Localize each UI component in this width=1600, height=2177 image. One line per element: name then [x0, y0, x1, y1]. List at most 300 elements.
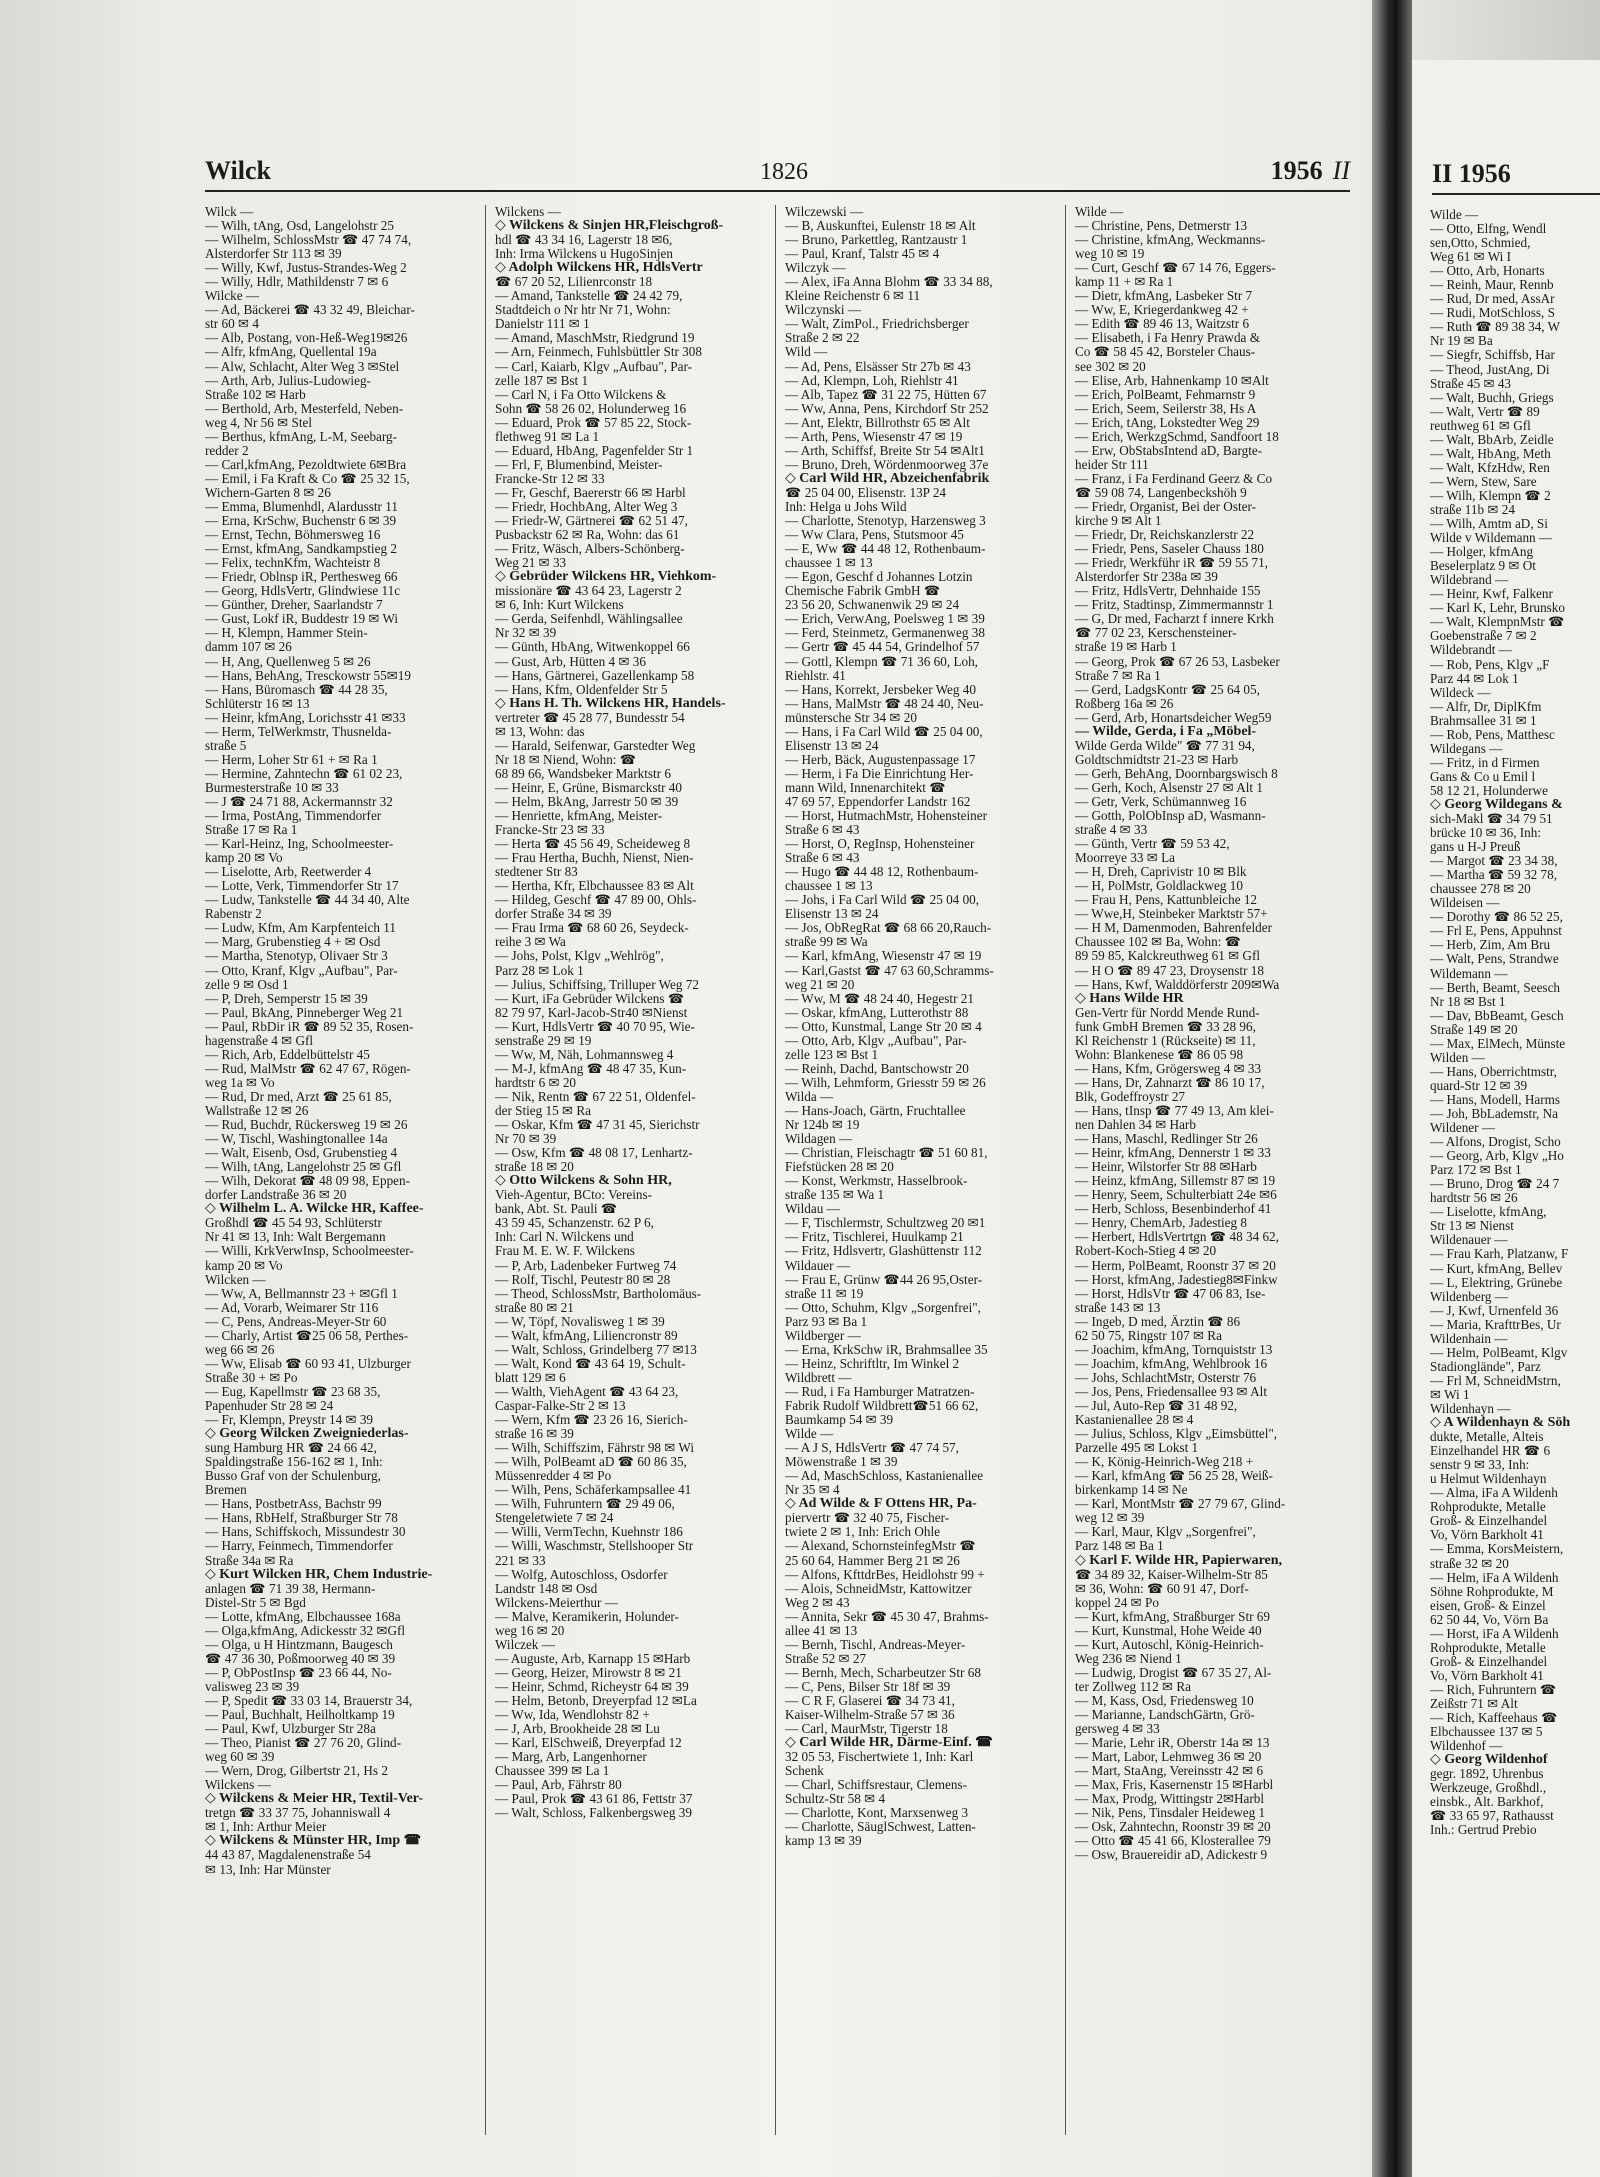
directory-entry: — Alfr, Dr, DiplKfm	[1430, 699, 1542, 714]
directory-entry: ☎ 47 36 30, Poßmoorweg 40 ✉ 39	[205, 1651, 396, 1666]
directory-entry: Straße 45 ✉ 43	[1430, 376, 1512, 391]
directory-entry: — Arth, Pens, Wiesenstr 47 ✉ 19	[785, 429, 963, 444]
directory-entry: Wildemann —	[1430, 966, 1508, 981]
directory-entry: — Dav, BbBeamt, Gesch	[1430, 1008, 1564, 1023]
directory-entry: — Willy, Kwf, Justus-Strandes-Weg 2	[205, 261, 407, 276]
directory-entry: — Günth, HbAng, Witwenkoppel 66	[495, 640, 690, 655]
directory-entry: — Osw, Brauereidir aD, Adickestr 9	[1075, 1848, 1268, 1863]
directory-entry: Wallstraße 12 ✉ 26	[205, 1104, 309, 1118]
directory-entry: Groß- & Einzelhandel	[1430, 1514, 1548, 1529]
directory-entry: Groß- & Einzelhandel	[1430, 1654, 1548, 1669]
directory-entry: Schlüterstr 16 ✉ 13	[205, 696, 310, 711]
directory-entry: — Joh, BbLademstr, Na	[1430, 1107, 1559, 1121]
directory-entry: ✉ 13, Wohn: das	[495, 724, 585, 739]
directory-entry: ◇ Carl Wild HR, Abzeichenfabrik	[785, 471, 990, 486]
directory-entry: Wildauer —	[785, 1258, 851, 1273]
directory-entry: — Ww Clara, Pens, Stutsmoor 45	[785, 528, 964, 543]
directory-entry: 82 79 97, Karl-Jacob-Str40 ✉Nienst	[495, 1005, 688, 1020]
directory-entry: gans u H-J Preuß	[1430, 840, 1521, 855]
directory-entry: Einzelhandel HR ☎ 6	[1430, 1444, 1551, 1459]
directory-entry: — Helm, PolBeamt, Klgv	[1430, 1345, 1568, 1360]
directory-entry: straße 143 ✉ 13	[1075, 1300, 1161, 1315]
directory-entry: 58 12 21, Holunderwe	[1430, 783, 1548, 798]
directory-entry: Frau M. E. W. F. Wilckens	[495, 1244, 635, 1259]
directory-entry: Baumkamp 54 ✉ 39	[785, 1413, 894, 1428]
directory-entry: — Alma, iFa A Wildenh	[1430, 1486, 1558, 1501]
directory-entry: — H, PolMstr, Goldlackweg 10	[1075, 879, 1243, 894]
directory-entry: Chaussee 102 ✉ Ba, Wohn: ☎	[1075, 935, 1242, 950]
directory-entry: Weg 2 ✉ 43	[785, 1595, 850, 1610]
directory-entry: — Charlotte, Stenotyp, Harzensweg 3	[785, 514, 986, 529]
directory-entry: — Herm, Loher Str 61 + ✉ Ra 1	[205, 752, 378, 767]
directory-entry: — Henriette, kfmAng, Meister-	[495, 809, 663, 824]
directory-entry: Straße 34a ✉ Ra	[205, 1553, 294, 1568]
directory-entry: Gen-Vertr für Nordd Mende Rund-	[1075, 1005, 1260, 1020]
directory-entry: — Frau Karh, Platzanw, F	[1430, 1247, 1569, 1262]
directory-entry: — Otto, Arb, Honarts	[1430, 264, 1545, 279]
directory-entry: — Walt, Pens, Strandwe	[1430, 952, 1559, 967]
directory-entry: — Rob, Pens, Klgv „F	[1430, 657, 1550, 672]
directory-entry: — Charlotte, Kont, Marxsenweg 3	[785, 1806, 969, 1821]
directory-entry: gegr. 1892, Uhrenbus	[1430, 1767, 1544, 1782]
directory-entry: Wichern-Garten 8 ✉ 26	[205, 485, 331, 500]
directory-entry: — Liselotte, Arb, Reetwerder 4	[205, 865, 372, 880]
directory-entry: — Amand, Tankstelle ☎ 24 42 79,	[495, 289, 683, 304]
directory-entry: ◇ Kurt Wilcken HR, Chem Industrie-	[205, 1567, 433, 1582]
directory-entry: — P, Spedit ☎ 33 03 14, Brauerstr 34,	[205, 1693, 413, 1708]
directory-entry: — Carl, Kaiarb, Klgv „Aufbau", Par-	[495, 359, 693, 374]
directory-entry: Wilck —	[205, 205, 254, 219]
directory-entry: ☎ 67 20 52, Lilienrconstr 18	[495, 275, 653, 290]
directory-entry: — Erna, KrSchw, Buchenstr 6 ✉ 39	[205, 514, 397, 529]
directory-entry: — Walt, BbArb, Zeidle	[1430, 432, 1554, 447]
directory-entry: sung Hamburg HR ☎ 24 66 42,	[205, 1441, 377, 1456]
directory-entry: straße 80 ✉ 21	[495, 1300, 574, 1315]
directory-entry: — Wolfg, Autoschloss, Osdorfer	[495, 1567, 668, 1582]
directory-entry: — Wilh, tAng, Langelohstr 25 ✉ Gfl	[205, 1160, 402, 1175]
directory-entry: piervertr ☎ 32 40 75, Fischer-	[785, 1511, 950, 1526]
directory-entry: — Friedr, Werkführ iR ☎ 59 55 71,	[1075, 556, 1268, 571]
directory-entry: — Theo, Pianist ☎ 27 76 20, Glind-	[205, 1736, 402, 1751]
directory-entry: — Karl, ElSchweiß, Dreyerpfad 12	[495, 1736, 682, 1751]
directory-entry: — Otto, Elfng, Wendl	[1430, 222, 1547, 237]
directory-entry: Wildagen —	[785, 1132, 853, 1147]
directory-entry: dorfer Straße 34 ✉ 39	[495, 907, 612, 922]
directory-entry: Wilden —	[1430, 1050, 1485, 1065]
directory-entry: ◇ Adolph Wilckens HR, HdlsVertr	[495, 261, 703, 276]
directory-entry: — Paul, Prok ☎ 43 61 86, Fettstr 37	[495, 1792, 693, 1807]
directory-entry: — Erich, PolBeamt, Fehmarnstr 9	[1075, 387, 1256, 402]
directory-entry: — Bruno, Parkettleg, Rantzaustr 1	[785, 233, 968, 248]
directory-entry: — Irma, PostAng, Timmendorfer	[205, 809, 382, 824]
directory-entry: kamp 11 + ✉ Ra 1	[1075, 275, 1174, 290]
directory-entry: 221 ✉ 33	[495, 1553, 546, 1568]
directory-entry: — Wern, Stew, Sare	[1430, 474, 1537, 489]
directory-entry: Straße 7 ✉ Ra 1	[1075, 668, 1161, 683]
directory-entry: — Ww, Anna, Pens, Kirchdorf Str 252	[785, 401, 989, 416]
directory-entry: — Martha ☎ 59 32 78,	[1430, 868, 1558, 883]
directory-entry: Wildbrett —	[785, 1370, 852, 1385]
directory-entry: — Hans, Korrekt, Jersbeker Weg 40	[785, 682, 976, 697]
directory-entry: — Rich, Fuhruntern ☎	[1430, 1682, 1557, 1697]
directory-entry: — Hans, Oberrichtmstr,	[1430, 1064, 1557, 1079]
directory-entry: ☎ 77 02 23, Kerschensteiner-	[1075, 626, 1237, 641]
directory-entry: — C, Pens, Andreas-Meyer-Str 60	[205, 1314, 387, 1329]
directory-entry: — Olga, u H Hintzmann, Baugesch	[205, 1637, 393, 1652]
directory-entry: — Paul, Arb, Fährstr 80	[495, 1778, 622, 1793]
directory-entry: — Ernst, Techn, Böhmersweg 16	[205, 528, 381, 543]
directory-entry: — Gerda, Seifenhdl, Wählingsallee	[495, 612, 683, 627]
directory-entry: — Gerd, LadgsKontr ☎ 25 64 05,	[1075, 682, 1260, 697]
directory-entry: straße 135 ✉ Wa 1	[785, 1188, 885, 1203]
directory-entry: — Ingeb, D med, Ärztin ☎ 86	[1075, 1314, 1241, 1329]
directory-entry: — Malve, Keramikerin, Holunder-	[495, 1609, 679, 1624]
directory-entry: — Rud, MalMstr ☎ 62 47 67, Rögen-	[205, 1061, 411, 1076]
directory-entry: straße 11b ✉ 24	[1430, 502, 1515, 517]
directory-entry: — Kurt, Autoschl, König-Heinrich-	[1075, 1637, 1264, 1652]
directory-entry: — M, Kass, Osd, Friedensweg 10	[1075, 1693, 1254, 1708]
directory-entry: — Hans, Büromasch ☎ 44 28 35,	[205, 682, 388, 697]
directory-entry: 43 59 45, Schanzenstr. 62 P 6,	[495, 1216, 654, 1231]
directory-entry: — Christine, kfmAng, Weckmanns-	[1075, 233, 1266, 248]
directory-entry: zelle 9 ✉ Osd 1	[205, 977, 289, 992]
directory-entry: — Arth, Schiffsf, Breite Str 54 ✉Alt1	[785, 443, 985, 458]
directory-entry: dukte, Metalle, Alteis	[1430, 1430, 1544, 1445]
directory-entry: — Frl E, Pens, Appuhnst	[1430, 924, 1562, 939]
directory-entry: — Alexand, SchornsteinfegMstr ☎	[785, 1539, 976, 1554]
directory-entry: nen Dahlen 34 ✉ Harb	[1075, 1118, 1196, 1133]
directory-entry: — Alb, Postang, von-Heß-Weg19✉26	[205, 331, 408, 346]
directory-entry: — Emil, i Fa Kraft & Co ☎ 25 32 15,	[205, 471, 410, 486]
directory-entry: — Paul, Kranf, Talstr 45 ✉ 4	[785, 247, 940, 262]
directory-entry: bank, Abt. St. Pauli ☎	[495, 1202, 618, 1217]
directory-entry: Wildeisen —	[1430, 896, 1500, 911]
directory-entry: — Frl M, SchneidMstrn,	[1430, 1373, 1561, 1388]
directory-entry: Wildener —	[1430, 1121, 1496, 1136]
directory-entry: — Karl K, Lehr, Brunsko	[1430, 601, 1565, 616]
header-volume: II	[1332, 156, 1350, 185]
directory-entry: ◇ Otto Wilckens & Sohn HR,	[495, 1174, 672, 1189]
directory-entry: ◇ Gebrüder Wilckens HR, Viehkom-	[495, 570, 717, 585]
directory-entry: birkenkamp 14 ✉ Ne	[1075, 1483, 1188, 1498]
directory-entry: — Herb, Zim, Am Bru	[1430, 938, 1551, 953]
directory-entry: Wilcken —	[205, 1272, 266, 1287]
directory-entry: — Friedr, Pens, Saseler Chauss 180	[1075, 542, 1264, 557]
directory-entry: — Karl,Gastst ☎ 47 63 60,Schramms-	[785, 963, 994, 978]
directory-entry: — Berth, Beamt, Seesch	[1430, 980, 1561, 995]
directory-entry: weg 10 ✉ 19	[1075, 247, 1145, 262]
directory-entry: 89 59 85, Kalckreuthweg 61 ✉ Gfl	[1075, 949, 1261, 964]
directory-entry: — Margot ☎ 23 34 38,	[1430, 854, 1558, 869]
directory-entry: — Holger, kfmAng	[1430, 545, 1534, 560]
directory-entry: — Ad, Vorarb, Weimarer Str 116	[205, 1300, 379, 1315]
directory-entry: — Kurt, kfmAng, Straßburger Str 69	[1075, 1609, 1270, 1624]
directory-entry: — Alex, iFa Anna Blohm ☎ 33 34 88,	[785, 275, 993, 290]
directory-entry: — Walt, Schloss, Falkenbergsweg 39	[495, 1806, 692, 1821]
directory-entry: Stadionglände", Parz	[1430, 1359, 1541, 1374]
directory-entry: — Wilh, tAng, Osd, Langelohstr 25	[205, 219, 394, 234]
directory-entry: — Karl, Maur, Klgv „Sorgenfrei",	[1075, 1525, 1256, 1540]
directory-entry: — Ww, Ida, Wendlohstr 82 +	[495, 1708, 650, 1723]
directory-entry: — Wilh, Pens, Schäferkampsallee 41	[495, 1483, 692, 1498]
directory-entry: — Wwe,H, Steinbeker Marktstr 57+	[1075, 907, 1268, 922]
directory-entry: — Georg, Arb, Klgv „Ho	[1430, 1149, 1564, 1164]
directory-entry: — Hans, Gärtnerei, Gazellenkamp 58	[495, 668, 695, 683]
directory-entry: ◇ Georg Wilcken Zweigniederlas-	[205, 1427, 409, 1442]
directory-entry: — Kurt, HdlsVertr ☎ 40 70 95, Wie-	[495, 1019, 695, 1034]
directory-entry: — Max, ElMech, Münste	[1430, 1036, 1566, 1051]
directory-entry: — Herb, Schloss, Besenbinderhof 41	[1075, 1202, 1272, 1217]
directory-entry: — Nik, Rentn ☎ 67 22 51, Oldenfel-	[495, 1089, 696, 1104]
directory-entry: — Wern, Drog, Gilbertstr 21, Hs 2	[205, 1764, 388, 1779]
directory-entry: — Eduard, HbAng, Pagenfelder Str 1	[495, 443, 694, 458]
directory-entry: — Frau H, Pens, Kattunbleiche 12	[1075, 893, 1258, 908]
directory-entry: — Henry, ChemArb, Jadestieg 8	[1075, 1216, 1248, 1231]
directory-entry: ter Zollweg 112 ✉ Ra	[1075, 1679, 1192, 1694]
directory-entry: — Fritz, Wäsch, Albers-Schönberg-	[495, 542, 685, 557]
directory-entry: — Heinz, kfmAng, Sillemstr 87 ✉ 19	[1075, 1174, 1276, 1189]
directory-entry: — Dietr, kfmAng, Lasbeker Str 7	[1075, 289, 1253, 304]
directory-entry: Inh.: Gertrud Prebio	[1430, 1823, 1537, 1838]
directory-entry: Goebenstraße 7 ✉ 2	[1430, 629, 1537, 644]
directory-entry: — Liselotte, kfmAng,	[1430, 1205, 1547, 1220]
directory-entry: — Annita, Sekr ☎ 45 30 47, Brahms-	[785, 1609, 989, 1624]
directory-entry: Alsterdorfer Str 113 ✉ 39	[205, 247, 342, 262]
directory-entry: Beselerplatz 9 ✉ Ot	[1430, 559, 1536, 574]
directory-entry: — Hans, Kwf, Walddörferstr 209✉Wa	[1075, 977, 1280, 992]
directory-entry: Elbchaussee 137 ✉ 5	[1430, 1725, 1543, 1740]
directory-entry: Straße 2 ✉ 22	[785, 331, 860, 346]
directory-entry: — Herbert, HdlsVertrtgn ☎ 48 34 62,	[1075, 1230, 1279, 1245]
directory-entry: — Gust, Arb, Hütten 4 ✉ 36	[495, 654, 646, 669]
directory-entry: chaussee 1 ✉ 13	[785, 879, 873, 894]
directory-entry: — Walt, kfmAng, Liliencronstr 89	[495, 1328, 678, 1343]
directory-entry: chaussee 278 ✉ 20	[1430, 882, 1531, 897]
directory-entry: Straße 6 ✉ 43	[785, 823, 860, 838]
directory-entry: weg 16 ✉ 20	[495, 1623, 565, 1638]
directory-entry: — C R F, Glaserei ☎ 34 73 41,	[785, 1693, 955, 1708]
directory-entry: — Harald, Seifenwar, Garstedter Weg	[495, 738, 696, 753]
directory-entry: Wilde —	[785, 1427, 834, 1442]
directory-entry: 62 50 44, Vo, Vörn Ba	[1430, 1612, 1549, 1627]
directory-entry: kamp 20 ✉ Vo	[205, 1258, 283, 1273]
directory-entry: — Friedr, Oblnsp iR, Perthesweg 66	[205, 570, 398, 585]
directory-entry: Nr 124b ✉ 19	[785, 1118, 860, 1133]
directory-entry: — Emma, Blumenhdl, Alardusstr 11	[205, 499, 398, 514]
directory-entry: — Marie, Lehr iR, Oberstr 14a ✉ 13	[1075, 1736, 1270, 1751]
directory-entry: — W, Töpf, Novalisweg 1 ✉ 39	[495, 1314, 665, 1329]
directory-entry: ☎ 33 65 97, Rathausst	[1430, 1809, 1554, 1824]
directory-entry: Stengeletwiete 7 ✉ 24	[495, 1511, 614, 1526]
directory-entry: Kastanienallee 28 ✉ 4	[1075, 1413, 1194, 1428]
directory-entry: weg 66 ✉ 26	[205, 1342, 275, 1357]
directory-entry: — H, Dreh, Caprivistr 10 ✉ Blk	[1075, 865, 1247, 880]
directory-entry: — Marianne, LandschGärtn, Grö-	[1075, 1708, 1255, 1723]
directory-entry: Wilckens —	[495, 205, 561, 219]
directory-entry: kirche 9 ✉ Alt 1	[1075, 514, 1162, 529]
directory-entry: — Herm, TelWerkmstr, Thusnelda-	[205, 724, 392, 739]
directory-entry: Fabrik Rudolf Wildbrett☎51 66 62,	[785, 1398, 979, 1413]
directory-entry: Co ☎ 58 45 42, Borsteler Chaus-	[1075, 345, 1256, 360]
directory-entry: chaussee 1 ✉ 13	[785, 556, 873, 571]
directory-entry: — Ant, Elektr, Billrothstr 65 ✉ Alt	[785, 415, 970, 430]
directory-entry: redder 2	[205, 443, 249, 458]
directory-entry: — Horst, iFa A Wildenh	[1430, 1626, 1559, 1641]
directory-entry: Parz 28 ✉ Lok 1	[495, 963, 584, 978]
directory-entry: ◇ Hans H. Th. Wilckens HR, Handels-	[495, 696, 726, 711]
directory-entry: — Rolf, Tischl, Peutestr 80 ✉ 28	[495, 1272, 671, 1287]
directory-entry: Wohn: Blankenese ☎ 86 05 98	[1075, 1047, 1244, 1062]
directory-entry: hardtstr 56 ✉ 26	[1430, 1191, 1518, 1206]
directory-entry: — Alfons, KfttdrBes, Heidlohstr 99 +	[785, 1567, 985, 1582]
directory-entry: Wildeck —	[1430, 685, 1491, 700]
directory-entry: ◇ Karl F. Wilde HR, Papierwaren,	[1075, 1553, 1283, 1568]
directory-entry: Parz 172 ✉ Bst 1	[1430, 1163, 1522, 1178]
directory-entry: Zeißstr 71 ✉ Alt	[1430, 1696, 1518, 1711]
directory-entry: zelle 187 ✉ Bst 1	[495, 373, 589, 388]
directory-entry: flethweg 91 ✉ La 1	[495, 429, 600, 444]
directory-entry: — Carl,kfmAng, Pezoldtwiete 6✉Bra	[205, 457, 407, 472]
directory-entry: ✉ Wi 1	[1430, 1387, 1470, 1402]
directory-entry: — Wilh, Lehmform, Griesstr 59 ✉ 26	[785, 1075, 986, 1090]
directory-entry: — Frl, F, Blumenbind, Meister-	[495, 457, 663, 472]
directory-entry: Inh: Helga u Johs Wild	[785, 499, 907, 514]
page-header	[205, 150, 1350, 192]
directory-entry: Wilde Gerda Wilde" ☎ 77 31 94,	[1075, 738, 1255, 753]
directory-entry: — Walt, Kond ☎ 43 64 19, Schult-	[495, 1356, 686, 1371]
header-right	[1271, 156, 1350, 186]
directory-entry: — Fr, Geschf, Baererstr 66 ✉ Harbl	[495, 485, 686, 500]
directory-entry: — Lotte, Verk, Timmendorfer Str 17	[205, 879, 399, 894]
directory-entry: — Hans, Maschl, Redlinger Str 26	[1075, 1132, 1258, 1147]
directory-entry: — Karl, MontMstr ☎ 27 79 67, Glind-	[1075, 1497, 1286, 1512]
directory-entry: Burmesterstraße 10 ✉ 33	[205, 780, 339, 795]
column-2	[495, 205, 767, 2150]
directory-entry: 68 89 66, Wandsbeker Marktstr 6	[495, 766, 671, 781]
directory-entry: — Paul, Buchhalt, Heilholtkamp 19	[205, 1708, 395, 1723]
directory-entry: — Otto ☎ 45 41 66, Klosterallee 79	[1075, 1834, 1271, 1849]
directory-entry: — Hertha, Kfr, Elbchaussee 83 ✉ Alt	[495, 879, 694, 894]
directory-entry: — Ernst, kfmAng, Sandkampstieg 2	[205, 542, 397, 557]
directory-entry: — Bruno, Drog ☎ 24 7	[1430, 1177, 1560, 1192]
directory-entry: — Friedr, Organist, Bei der Oster-	[1075, 499, 1256, 514]
directory-entry: Kl Reichenstr 1 (Rückseite) ✉ 11,	[1075, 1033, 1256, 1048]
directory-entry: einsbk., Alt. Barkhof,	[1430, 1795, 1544, 1810]
directory-entry: — Gerh, Koch, Alsenstr 27 ✉ Alt 1	[1075, 780, 1263, 795]
directory-entry: Straße 52 ✉ 27	[785, 1651, 867, 1666]
directory-entry: — Alw, Schlacht, Alter Weg 3 ✉Stel	[205, 359, 400, 374]
directory-entry: — G, Dr med, Facharzt f innere Krkh	[1075, 612, 1274, 627]
directory-entry: weg 12 ✉ 39	[1075, 1511, 1145, 1526]
directory-entry: — Heinr, kfmAng, Lorichsstr 41 ✉33	[205, 710, 406, 725]
directory-entry: Brahmsallee 31 ✉ 1	[1430, 713, 1537, 728]
directory-entry: — Harry, Feinmech, Timmendorfer	[205, 1539, 393, 1554]
directory-entry: — Willy, Hdlr, Mathildenstr 7 ✉ 6	[205, 275, 389, 290]
directory-entry: — Reinh, Maur, Rennb	[1430, 278, 1554, 293]
directory-entry: — Gottl, Klempn ☎ 71 36 60, Loh,	[785, 654, 978, 669]
directory-entry: — Hermine, Zahntechn ☎ 61 02 23,	[205, 766, 403, 781]
directory-entry: — Hans, Kfm, Oldenfelder Str 5	[495, 682, 668, 697]
directory-entry: — Ad, Klempn, Loh, Riehlstr 41	[785, 373, 959, 388]
directory-entry: — Heinr, E, Grüne, Bismarckstr 40	[495, 780, 682, 795]
directory-entry: — J, Arb, Brookheide 28 ✉ Lu	[495, 1722, 660, 1737]
directory-entry: Schenk	[785, 1764, 824, 1779]
directory-entry: Parz 93 ✉ Ba 1	[785, 1314, 868, 1329]
directory-entry: sen,Otto, Schmied,	[1430, 236, 1531, 251]
directory-entry: 23 56 20, Schwanenwik 29 ✉ 24	[785, 598, 960, 613]
directory-entry: — Rud, Dr med, Arzt ☎ 25 61 85,	[205, 1089, 392, 1104]
directory-entry: — Charl, Schiffsrestaur, Clemens-	[785, 1778, 967, 1793]
directory-entry: — Gotth, PolObInsp aD, Wasmann-	[1075, 809, 1266, 824]
directory-entry: Wild —	[785, 345, 828, 360]
directory-entry: ◇ Carl Wilde HR, Därme-Einf. ☎	[785, 1736, 993, 1751]
directory-entry: Riehlstr. 41	[785, 668, 846, 683]
directory-entry: straße 16 ✉ 39	[495, 1427, 574, 1442]
directory-entry: Nr 70 ✉ 39	[495, 1132, 557, 1147]
directory-entry: — Osk, Zahntechn, Roonstr 39 ✉ 20	[1075, 1820, 1271, 1835]
directory-entry: — F, Tischlermstr, Schultzweg 20 ✉1	[785, 1216, 986, 1231]
directory-entry: — Heinr, Kwf, Falkenr	[1430, 587, 1553, 602]
directory-entry: — Ww, M, Näh, Lohmannsweg 4	[495, 1047, 674, 1062]
directory-entry: — Alfr, kfmAng, Quellental 19a	[205, 345, 377, 360]
directory-entry: — Frau E, Grünw ☎44 26 95,Oster-	[785, 1272, 983, 1287]
directory-entry: Wilckens-Meierthur —	[495, 1595, 618, 1610]
directory-entry: Spaldingstraße 156-162 ✉ 1, Inh:	[205, 1455, 383, 1470]
directory-entry: 32 05 53, Fischertwiete 1, Inh: Karl	[785, 1750, 974, 1765]
directory-entry: — Jos, ObRegRat ☎ 68 66 20,Rauch-	[785, 921, 992, 936]
directory-entry: Nr 35 ✉ 4	[785, 1483, 840, 1498]
directory-entry: twiete 2 ✉ 1, Inh: Erich Ohle	[785, 1525, 940, 1540]
directory-entry: — Olga,kfmAng, Adickesstr 32 ✉Gfl	[205, 1623, 406, 1638]
directory-entry: Nr 19 ✉ Ba	[1430, 334, 1493, 349]
directory-entry: — Friedr-W, Gärtnerei ☎ 62 51 47,	[495, 514, 688, 529]
directory-entry: — Fritz, Stadtinsp, Zimmermannstr 1	[1075, 598, 1274, 613]
directory-entry: Distel-Str 5 ✉ Bgd	[205, 1595, 306, 1610]
directory-entry: — Max, Fris, Kasernenstr 15 ✉Harbl	[1075, 1778, 1274, 1793]
directory-entry: Francke-Str 23 ✉ 33	[495, 823, 605, 838]
directory-entry: weg 4, Nr 56 ✉ Stel	[205, 415, 313, 430]
directory-entry: Wildegans —	[1430, 741, 1503, 756]
directory-entry: Weg 21 ✉ 33	[495, 556, 567, 571]
directory-entry: — Ad, Pens, Elsässer Str 27b ✉ 43	[785, 359, 971, 374]
directory-entry: — Hugo ☎ 44 48 12, Rothenbaum-	[785, 865, 979, 880]
directory-entry: — Heinr, Wilstorfer Str 88 ✉Harb	[1075, 1160, 1257, 1175]
directory-entry: — Curt, Geschf ☎ 67 14 76, Eggers-	[1075, 261, 1276, 276]
directory-entry: 47 69 57, Eppendorfer Landstr 162	[785, 794, 971, 809]
directory-entry: — Wilh, Fuhruntern ☎ 29 49 06,	[495, 1497, 675, 1512]
directory-entry: straße 99 ✉ Wa	[785, 935, 868, 950]
directory-entry: Möwenstraße 1 ✉ 39	[785, 1455, 898, 1470]
directory-entry: — Bernh, Tischl, Andreas-Meyer-	[785, 1637, 966, 1652]
directory-entry: valisweg 23 ✉ 39	[205, 1679, 300, 1694]
directory-entry: — Herm, i Fa Die Einrichtung Her-	[785, 766, 974, 781]
directory-entry: — Wilh, Klempn ☎ 2	[1430, 488, 1551, 503]
directory-entry: Nr 41 ✉ 13, Inh: Walt Bergemann	[205, 1230, 386, 1245]
directory-entry: — Gertr ☎ 45 44 54, Grindelhof 57	[785, 640, 980, 655]
directory-entry: — Wilh, Dekorat ☎ 48 09 98, Eppen-	[205, 1174, 411, 1189]
directory-entry: Rohprodukte, Metalle	[1430, 1640, 1546, 1655]
directory-entry: — Rud, Buchdr, Rückersweg 19 ✉ 26	[205, 1118, 408, 1133]
directory-entry: — E, Ww ☎ 44 48 12, Rothenbaum-	[785, 542, 986, 557]
directory-entry: — Otto, Kranf, Klgv „Aufbau", Par-	[205, 963, 398, 978]
directory-entry: brücke 10 ✉ 36, Inh:	[1430, 826, 1542, 841]
directory-entry: Stadtdeich o Nr htr Nr 71, Wohn:	[495, 303, 671, 318]
directory-entry: — Dorothy ☎ 86 52 25,	[1430, 910, 1563, 925]
directory-entry: Landstr 148 ✉ Osd	[495, 1581, 598, 1596]
directory-entry: — H M, Damenmoden, Bahrenfelder	[1075, 921, 1273, 936]
directory-entry: — Johs, SchlachtMstr, Osterstr 76	[1075, 1370, 1257, 1385]
directory-entry: — Rud, i Fa Hamburger Matratzen-	[785, 1384, 975, 1399]
